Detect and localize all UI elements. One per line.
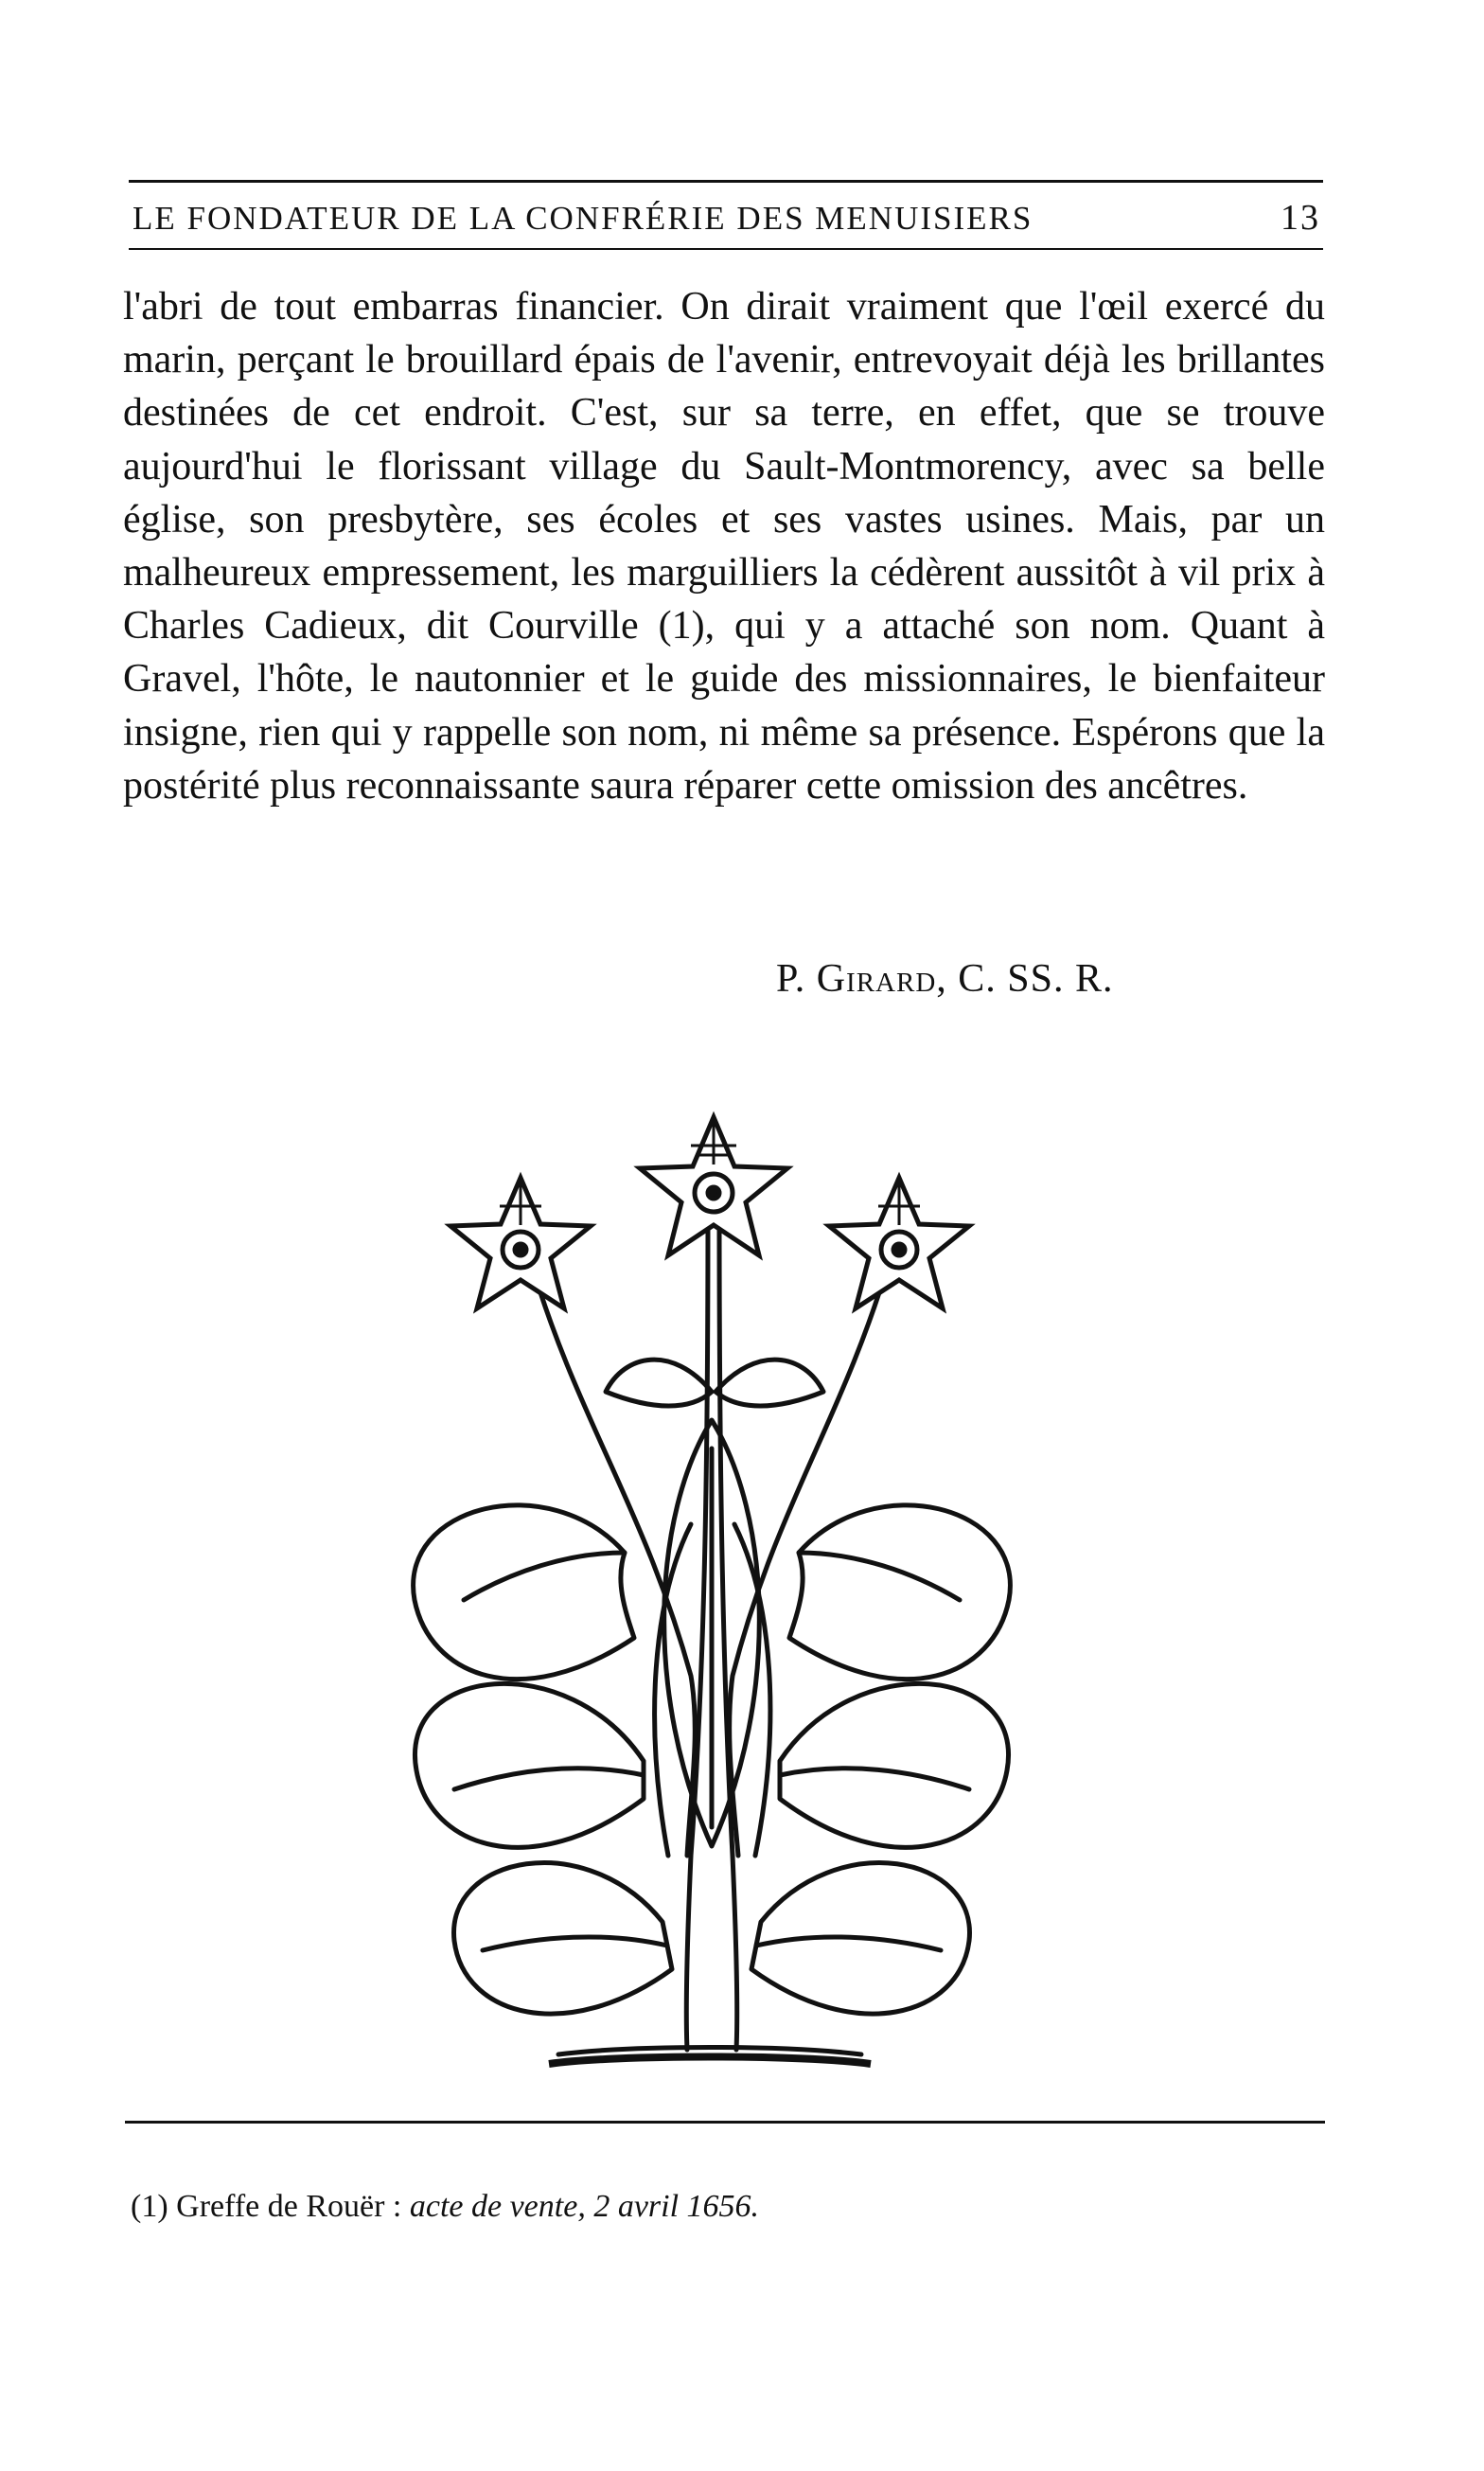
signature-order: C. SS. R. bbox=[958, 957, 1114, 1001]
header-top-rule bbox=[129, 180, 1323, 183]
footnote-marker: (1) bbox=[131, 2189, 168, 2224]
signature-initial: P. bbox=[776, 957, 806, 1001]
page-number: 13 bbox=[1281, 198, 1320, 238]
running-header bbox=[132, 197, 1320, 239]
footnote-rule bbox=[125, 2121, 1325, 2124]
body-paragraph: l'abri de tout embarras financier. On dirait vraiment que l'œil exercé du marin, perçant le brouillard épais de l'avenir, entrevoyait déjà les brillantes destinées de cet endroit. C'est, sur sa terre, en effet, que se trouve aujourd'hui le florissant village du Sault-Montmorency, avec sa belle église, son presbytère, ses écoles et ses vastes usines. Mais, par un malheureux empressement, les marguilliers la cédèrent aussitôt à vil prix à Charles Cadieux, dit Courville (1), qui y a attaché son nom. Quant à Gravel, l'hôte, le nautonnier et le guide des missionnaires, le bienfaiteur insigne, rien qui y rappelle son nom, ni même sa présence. Espérons que la postérité plus reconnaissante saura réparer cette omission des ancêtres. bbox=[123, 285, 1325, 808]
footnote-text: Greffe de Rouër : bbox=[176, 2189, 402, 2224]
signature bbox=[776, 956, 1114, 1002]
running-title: LE FONDATEUR DE LA CONFRÉRIE DES MENUISIERS bbox=[132, 200, 1034, 237]
body-text bbox=[123, 280, 1325, 812]
footnote bbox=[131, 2189, 759, 2225]
header-bottom-rule bbox=[129, 248, 1323, 250]
footnote-citation: acte de vente, 2 avril 1656. bbox=[409, 2189, 760, 2224]
floral-vignette-icon bbox=[407, 1108, 1013, 2471]
signature-name: Girard, bbox=[816, 957, 947, 1001]
